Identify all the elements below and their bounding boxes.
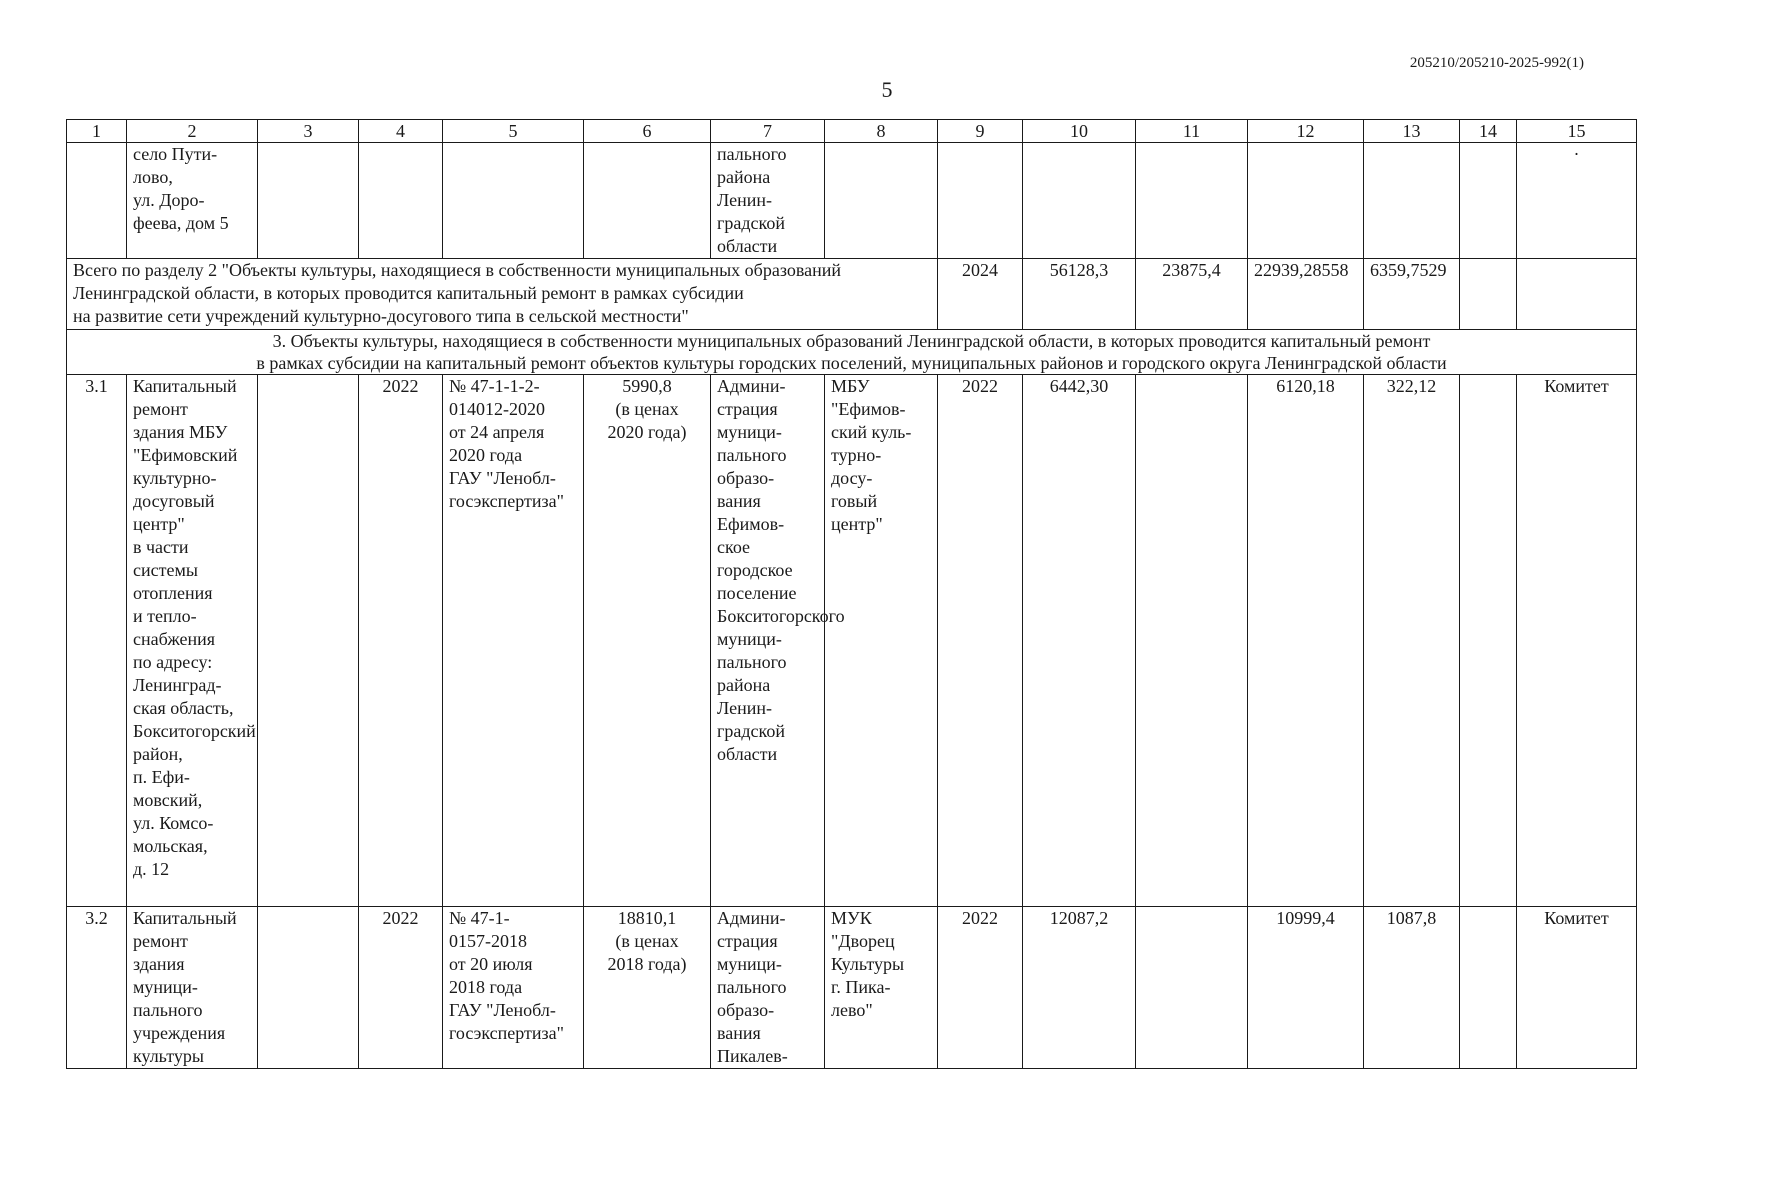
col-number: 10 [1023,120,1136,143]
row-number: 3.2 [67,907,127,1069]
column-number-row [67,120,1637,143]
document-id: 205210/205210-2025-992(1) [1409,55,1584,71]
col-number: 15 [1517,120,1637,143]
section2-total-row [67,259,1637,330]
cell [359,143,443,259]
col-number: 2 [127,120,258,143]
object-name: Капитальный ремонт здания МБУ "Ефимовский культурно- досуговый центр" в части системы отопления и тепло- снабжения по адресу: Ленинград- ская область, Бокситогорский район, п. Ефи- мовский, ул. Комсо- мольская, д. 12 [127,375,258,907]
section3-header-row [67,330,1637,375]
year-completion: 2022 [938,907,1023,1069]
total-col11: 23875,4 [1136,259,1248,330]
responsible: Комитет [1517,907,1637,1069]
cell [67,143,127,259]
cell [825,143,938,259]
year-completion: 2022 [938,375,1023,907]
cell-customer: пального района Ленин- градской области [711,143,825,259]
table-row [67,375,1637,907]
amount-col12: 6120,18 [1248,375,1364,907]
amount-col13: 1087,8 [1364,907,1460,1069]
expertise: № 47-1- 0157-2018 от 20 июля 2018 года ГАУ "Ленобл- госэкспертиза" [443,907,584,1069]
cell [1460,907,1517,1069]
cell [1460,143,1517,259]
total-col12: 22939,28558 [1248,259,1364,330]
col-number: 11 [1136,120,1248,143]
amount-col13: 322,12 [1364,375,1460,907]
object-table [66,119,1637,1069]
year: 2022 [359,907,443,1069]
cell [258,907,359,1069]
year: 2022 [359,375,443,907]
cell [1023,143,1136,259]
col-number: 14 [1460,120,1517,143]
cell [1364,143,1460,259]
total-year: 2024 [938,259,1023,330]
amount-total: 12087,2 [1023,907,1136,1069]
continuation-row [67,143,1637,259]
row-number: 3.1 [67,375,127,907]
col-number: 9 [938,120,1023,143]
estimate: 5990,8 (в ценах 2020 года) [584,375,711,907]
customer: Админи- страция муници- пального образо- вания Пикалев- [711,907,825,1069]
section3-title: 3. Объекты культуры, находящиеся в собственности муниципальных образований Ленинградской области, в которых проводится капитальный ремонт в рамках субсидии на капитальный ремонт объектов культуры городских поселений, муниципальных районов и городского округа Ленинградской области [67,330,1637,375]
amount-col11 [1136,907,1248,1069]
page-number: 5 [881,77,893,102]
cell [938,143,1023,259]
cell [1517,259,1637,330]
total-col10: 56128,3 [1023,259,1136,330]
amount-col11 [1136,375,1248,907]
cell-address: село Пути- лово, ул. Доро- феева, дом 5 [127,143,258,259]
table-row [67,907,1637,1069]
cell [1136,143,1248,259]
total-label: Всего по разделу 2 "Объекты культуры, находящиеся в собственности муниципальных образований Ленинградской области, в которых проводится капитальный ремонт в рамках субсидии на развитие сети учреждений культурно-досугового типа в сельской местности" [67,259,938,330]
object-name: Капитальный ремонт здания муници- пального учреждения культуры [127,907,258,1069]
customer: Админи- страция муници- пального образо- вания Ефимов- ское городское поселение Бокситогорского муници- пального района Ленин- градской области [711,375,825,907]
responsible: Комитет [1517,375,1637,907]
cell [1460,259,1517,330]
recipient: МУК "Дворец Культуры г. Пика- лево" [825,907,938,1069]
cell [584,143,711,259]
cell [258,375,359,907]
col-number: 3 [258,120,359,143]
recipient: МБУ "Ефимов- ский куль- турно- досу- говый центр" [825,375,938,907]
col-number: 5 [443,120,584,143]
col-number: 12 [1248,120,1364,143]
col-number: 8 [825,120,938,143]
cell [258,143,359,259]
expertise: № 47-1-1-2- 014012-2020 от 24 апреля 2020 года ГАУ "Ленобл- госэкспертиза" [443,375,584,907]
col-number: 4 [359,120,443,143]
col-number: 13 [1364,120,1460,143]
amount-col12: 10999,4 [1248,907,1364,1069]
cell [443,143,584,259]
col-number: 6 [584,120,711,143]
cell [1460,375,1517,907]
total-col13: 6359,7529 [1364,259,1460,330]
amount-total: 6442,30 [1023,375,1136,907]
cell: · [1517,143,1637,259]
col-number: 7 [711,120,825,143]
estimate: 18810,1 (в ценах 2018 года) [584,907,711,1069]
cell [1248,143,1364,259]
col-number: 1 [67,120,127,143]
